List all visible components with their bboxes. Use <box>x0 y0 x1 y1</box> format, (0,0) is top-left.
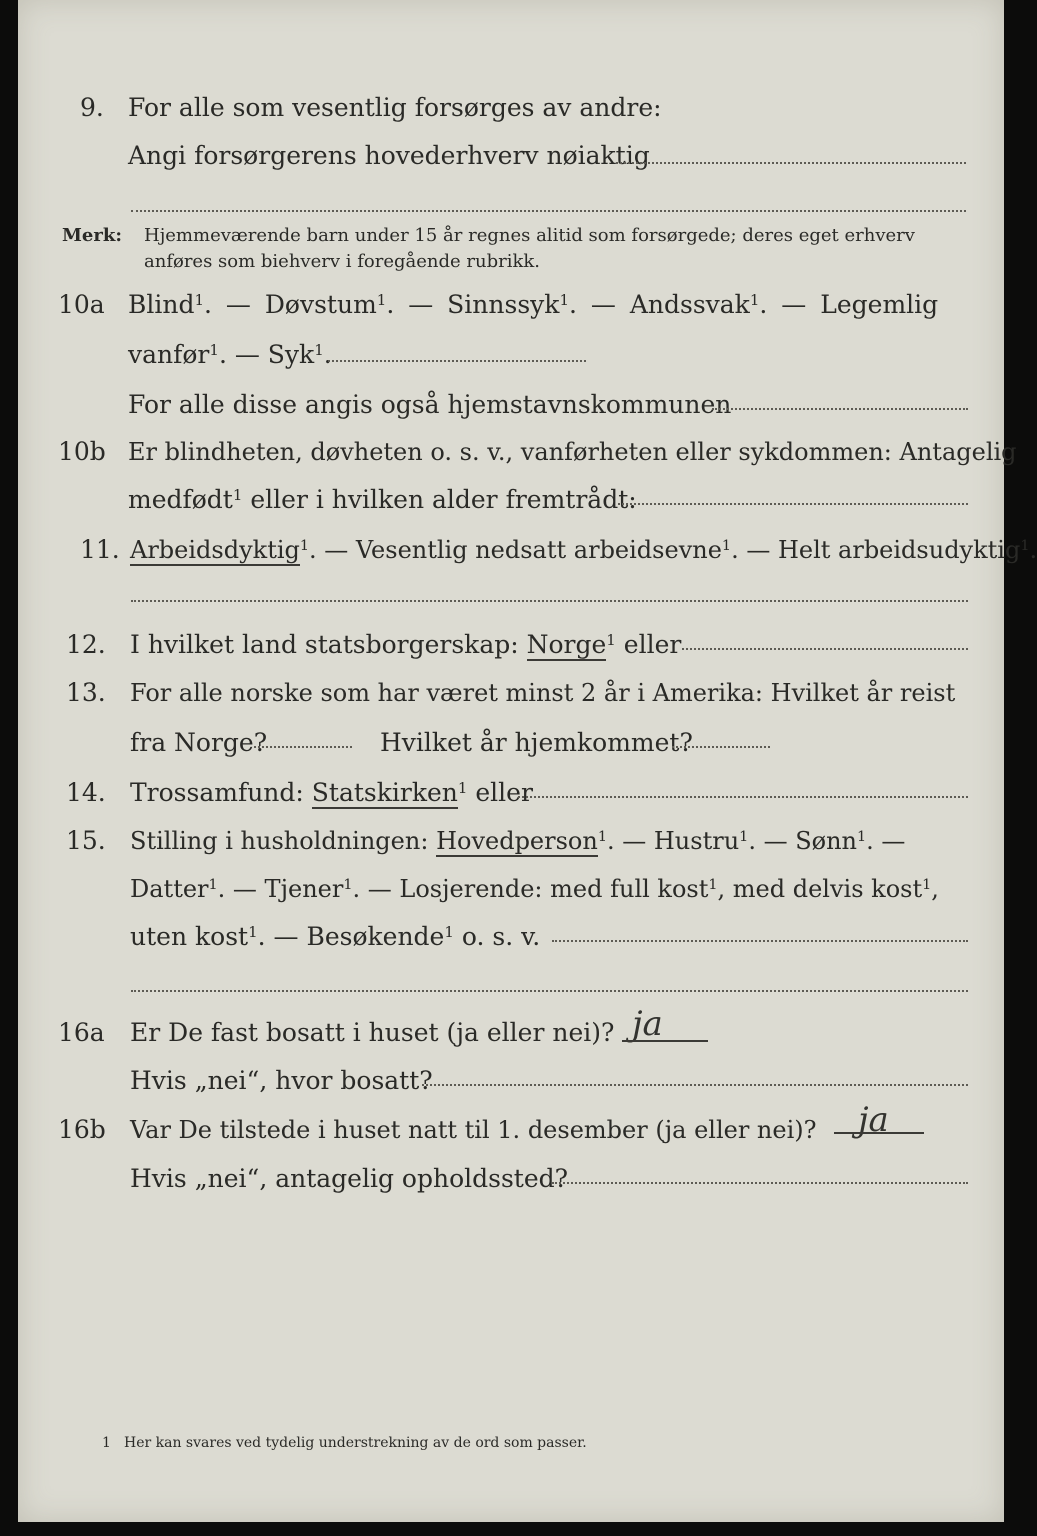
q13-number: 13. <box>66 678 106 707</box>
q10a-dovstum: — Døvstum <box>225 290 377 319</box>
q10a-line-2: vanfør$^1$. — Syk$^1$. <box>128 340 332 369</box>
merk-label: Merk: <box>62 225 122 246</box>
q15-answer-field-2[interactable] <box>131 990 968 992</box>
q10a-number: 10a <box>58 290 105 319</box>
q15-sonn: . — Sønn <box>748 827 858 855</box>
q11-helt: . — Helt arbeidsudyktig <box>731 536 1021 564</box>
q14-line <box>130 778 533 808</box>
q11-number: 11. <box>80 535 120 564</box>
q9-line-2-text: Angi forsørgerens hovederhverv nøiaktig <box>128 141 650 170</box>
q15-line-1 <box>130 826 905 856</box>
q14-statskirken: Statskirken <box>311 778 458 807</box>
q16a-bosatt-field[interactable] <box>422 1084 968 1086</box>
footnote-ref: 1 <box>597 829 607 846</box>
q16a-line-1: Er De fast bosatt i huset (ja eller nei)? <box>130 1018 615 1047</box>
q11-arbeidsdyktig: Arbeidsdyktig <box>130 536 300 564</box>
footnote-ref: 1 <box>721 538 732 555</box>
footnote-ref: 1 <box>194 290 205 309</box>
footnote-ref: 1 <box>1020 538 1030 555</box>
q12-eller: eller <box>623 630 682 659</box>
q14-answer-field[interactable] <box>518 796 968 798</box>
merk-line-1: Hjemmeværende barn under 15 år regnes alitid som forsørgede; deres eget erhverv <box>144 225 915 246</box>
q16b-number: 16b <box>58 1115 106 1144</box>
footnote-ref: 1 <box>708 877 718 894</box>
q9-answer-field-2[interactable] <box>131 210 966 212</box>
merk-line-2: anføres som biehverv i foregående rubrikk. <box>144 251 540 272</box>
q15-uten-kost: uten kost <box>130 922 249 951</box>
q9-number: 9. <box>80 93 104 122</box>
q14-trossamfund: Trossamfund: <box>130 778 304 807</box>
q15-hovedperson: Hovedperson <box>436 827 598 855</box>
footnote-ref: 1 <box>444 922 454 941</box>
q15-stilling: Stilling i husholdningen: <box>130 827 429 855</box>
q10a-sinnssyk: — Sinnssyk <box>408 290 560 319</box>
q16b-line-2: Hvis „nei“, antagelig opholdssted? <box>130 1164 569 1193</box>
q11-answer-field[interactable] <box>131 600 968 602</box>
q15-losjerende: . — Losjerende: med full kost <box>352 875 709 903</box>
q13-line-1: For alle norske som har været minst 2 år i Amerika: Hvilket år reist <box>130 679 956 707</box>
q12-number: 12. <box>66 630 106 659</box>
q15-tjener: . — Tjener <box>217 875 344 903</box>
q14-eller: eller <box>475 778 533 807</box>
q13-line-2b: Hvilket år hjemkommet? <box>380 728 693 757</box>
q15-hustru: . — Hustru <box>606 827 740 855</box>
q16b-opholdssted-field[interactable] <box>552 1182 968 1184</box>
q12-norge: Norge <box>526 630 607 659</box>
q10b-answer-field[interactable] <box>618 503 968 505</box>
q16a-answer-line <box>622 1040 708 1042</box>
q9-line-1: For alle som vesentlig forsørges av andre: <box>128 93 662 122</box>
q10a-syk: — Syk <box>234 340 315 369</box>
q15-line-2 <box>130 874 939 904</box>
q13-hjemkommet-field[interactable] <box>672 746 770 748</box>
footnote-ref: 1 <box>343 877 353 894</box>
footnote-ref: 1 <box>376 290 387 309</box>
q12-question: I hvilket land statsborgerskap: <box>130 630 519 659</box>
q15-comma: , <box>931 875 939 903</box>
footnote-text: Her kan svares ved tydelig understrekning av de ord som passer. <box>124 1435 587 1451</box>
q16b-handwritten-answer[interactable]: ja <box>858 1100 889 1140</box>
q16a-line-2: Hvis „nei“, hvor bosatt? <box>130 1066 433 1095</box>
q16b-answer-line <box>834 1132 924 1134</box>
footnote-mark: 1 <box>102 1435 111 1451</box>
footnote-ref: 1 <box>739 829 749 846</box>
footnote-ref: 1 <box>749 290 760 309</box>
q10a-andssvak: — Andssvak <box>590 290 750 319</box>
q10a-line-1: Blind$^1$. — Døvstum$^1$. — Sinnssyk$^1$. — Andssvak$^1$. — Legemlig <box>128 290 939 319</box>
q10a-line-3: For alle disse angis også hjemstavnskommunen <box>128 390 732 419</box>
q13-line-2a: fra Norge? <box>130 728 268 757</box>
q15-dash: . — <box>866 827 906 855</box>
footnote-ref: 1 <box>559 290 569 309</box>
q14-number: 14. <box>66 778 106 807</box>
q10a-kommune-field[interactable] <box>712 408 968 410</box>
q16a-number: 16a <box>58 1018 105 1047</box>
q11-vesentlig: . — Vesentlig nedsatt arbeidsevne <box>309 536 722 564</box>
q10a-blind: Blind <box>128 290 195 319</box>
footnote-ref: 1 <box>457 778 468 797</box>
footnote-ref: 1 <box>606 630 616 649</box>
q10b-number: 10b <box>58 437 106 466</box>
q12-line <box>130 630 681 660</box>
footnote-ref: 1 <box>857 829 867 846</box>
footnote-ref: 1 <box>208 877 218 894</box>
footnote-ref: 1 <box>299 538 310 555</box>
q15-line-3 <box>130 922 540 952</box>
q10b-alder: eller i hvilken alder fremtrådt: <box>250 485 637 514</box>
footnote-ref: 1 <box>922 877 932 894</box>
q9-answer-field[interactable] <box>616 162 966 164</box>
q15-besokende: . — Besøkende <box>257 922 445 951</box>
q15-answer-field[interactable] <box>552 940 968 942</box>
footnote-ref: 1 <box>248 922 258 941</box>
q12-answer-field[interactable] <box>682 648 968 650</box>
q15-datter: Datter <box>130 875 209 903</box>
q11-end: . <box>1029 536 1037 564</box>
q10b-line-1: Er blindheten, døvheten o. s. v., vanførheten eller sykdommen: Antagelig <box>128 438 1017 466</box>
footnote-ref: 1 <box>209 340 219 359</box>
q13-reist-field[interactable] <box>254 746 352 748</box>
q10a-answer-field[interactable] <box>328 360 586 362</box>
q10b-line-2 <box>128 485 637 515</box>
q10a-vanfor: vanfør <box>128 340 210 369</box>
q15-osv: o. s. v. <box>461 922 541 951</box>
census-form-page <box>18 0 1037 1522</box>
q16a-handwritten-answer[interactable]: ja <box>632 1004 663 1044</box>
footnote-ref: 1 <box>232 485 243 504</box>
q9-line-2 <box>128 141 650 171</box>
q10b-medfodt: medfødt <box>128 485 233 514</box>
q10a-legemlig: — Legemlig <box>781 290 939 319</box>
q15-delvis: , med delvis kost <box>717 875 923 903</box>
q15-number: 15. <box>66 826 106 855</box>
q11-line <box>130 535 1037 565</box>
q16b-line-1: Var De tilstede i huset natt til 1. desember (ja eller nei)? <box>130 1116 817 1144</box>
footnote-ref: 1 <box>314 340 324 359</box>
